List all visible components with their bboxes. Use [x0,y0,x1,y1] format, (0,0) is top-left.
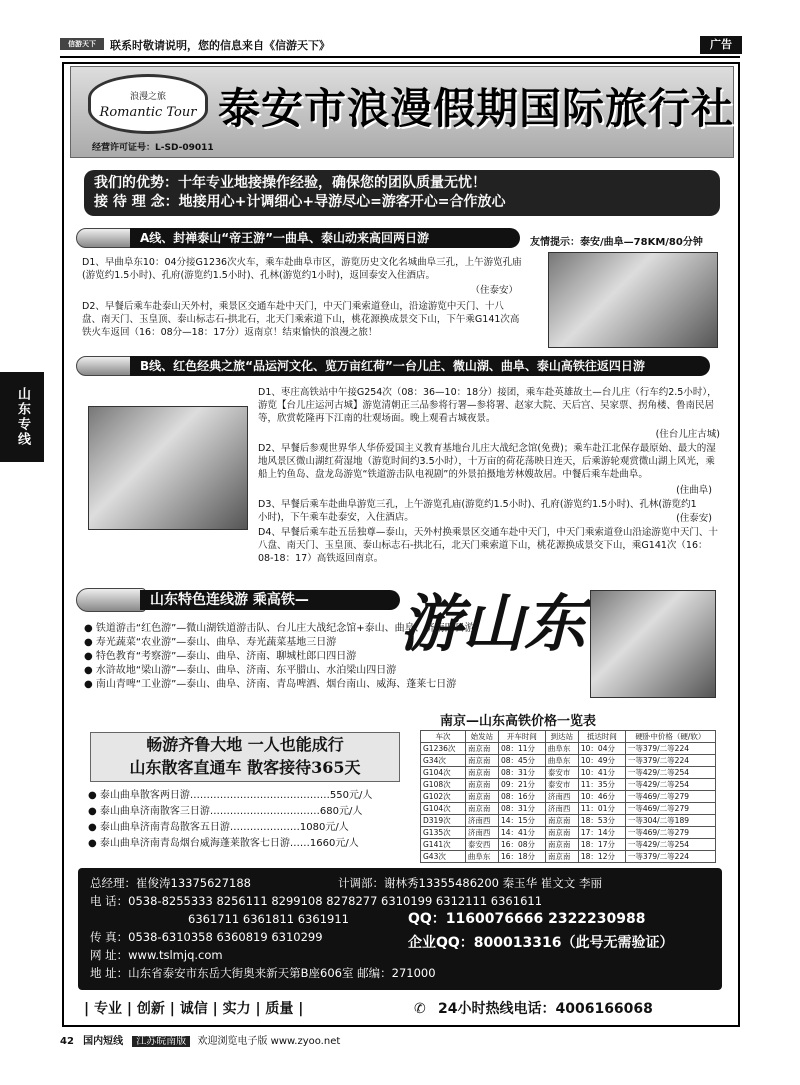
ad-footer [84,996,724,1022]
table-cell: 11：35分 [578,779,625,791]
table-cell: 南京南 [465,743,498,755]
special-item: ● 铁道游击“红色游”—微山湖铁道游击队、台儿庄大战纪念馆+泰山、曲阜、济南四日游 [84,623,475,634]
table-cell: G1236次 [421,743,466,755]
logo-en: Romantic Tour [99,105,197,120]
ad-tag: 广告 [700,36,742,54]
table-cell: 曲阜东 [465,851,498,863]
advantage-line2: 接 待 理 念：地接用心+计调细心+导游尽心=游客开心=合作放心 [94,194,506,210]
price-table [420,730,716,863]
table-cell: 南京南 [465,791,498,803]
table-cell: 16：18分 [498,851,545,863]
fax: 传 真：0538-6310358 6360819 6310299 [90,930,323,944]
enterprise-qq: 企业QQ：800013316（此号无需验证） [408,935,674,951]
column-header: 到达站 [545,731,578,743]
price-item: ● 泰山曲阜济南青岛散客五日游…………………1080元/人 [88,822,349,833]
table-cell: 08：16分 [498,791,545,803]
route-a-day1: D1、早曲阜东10：04分接G1236次火车，乘车赴曲阜市区，游览历史文化名城曲阜三孔，上午游览孔庙(游览约1.5小时)、孔府(游览约1.5小时)、孔林(游览约1小时)，返回泰安入住酒店。 [82,257,522,281]
table-cell: 10：41分 [578,767,625,779]
table-cell: 09：21分 [498,779,545,791]
table-cell: 南京南 [545,851,578,863]
column-header: 硬卧中价格（硬/软） [625,731,715,743]
column-header: 车次 [421,731,466,743]
table-cell: 一等379/二等224 [625,755,715,767]
page-web[interactable]: 欢迎浏览电子版 www.zyoo.net [197,1036,341,1047]
slogan-box [90,732,400,782]
table-cell: G108次 [421,779,466,791]
table-cell: 11：01分 [578,803,625,815]
table-cell: 一等304/二等189 [625,815,715,827]
table-row [421,815,716,827]
table-cell: 一等379/二等224 [625,743,715,755]
special-item: ● 水浒故地“梁山游”—泰山、曲阜、济南、东平腊山、水泊梁山四日游 [84,665,397,676]
taishan-photo [548,252,718,348]
table-cell: G104次 [421,767,466,779]
train-icon [76,228,136,248]
table-cell: 08：31分 [498,767,545,779]
table-cell: 一等429/二等254 [625,779,715,791]
table-cell: 18：17分 [578,839,625,851]
table-cell: 南京南 [545,815,578,827]
advantage-box [84,170,720,216]
page-number: 42 [60,1036,74,1047]
route-b-day1: D1、枣庄高铁站中午接G254次（08：36—10：18分）接团，乘车赴英雄故土—台儿庄（行车约2.5小时），游览【台儿庄运河古城】游览清朝正三品参将行署—参将署、赵家大院、天后宫、吴家票、拐角楼、鲁南民居等，欣赏乾隆再下江南的壮观场面。晚上观看古城夜景。 [258,387,717,424]
table-cell: 一等469/二等279 [625,803,715,815]
table-row [421,755,716,767]
page-footer [60,1034,740,1050]
table-cell: 南京南 [545,827,578,839]
table-cell: G141次 [421,839,466,851]
train-icon [76,588,146,612]
table-cell: 一等429/二等254 [625,839,715,851]
table-cell: G102次 [421,791,466,803]
table-cell: 14：15分 [498,815,545,827]
planner: 计调部：谢林秀13355486200 秦玉华 崔文文 李丽 [338,876,602,890]
table-cell: 一等379/二等224 [625,851,715,863]
column-header: 始发站 [465,731,498,743]
table-cell: G104次 [421,803,466,815]
table-cell: G43次 [421,851,466,863]
table-row [421,827,716,839]
table-row [421,767,716,779]
route-b-day1-stay: (住台儿庄古城) [655,429,720,440]
table-cell: 济南西 [465,827,498,839]
license-number: 经营许可证号：L-SD-09011 [92,143,214,153]
table-cell: 10：46分 [578,791,625,803]
special-title: 山东特色连线游 [150,592,248,608]
special-item: ● 南山青啤“工业游”—泰山、曲阜、济南、青岛啤酒、烟台南山、威海、蓬莱七日游 [84,679,457,690]
route-a-tip: 友情提示：泰安/曲阜—78KM/80分钟 [530,237,703,248]
table-row [421,743,716,755]
route-a-title: A线、封禅泰山“帝王游”一曲阜、泰山动来高回两日游 [130,228,520,248]
table-row [421,791,716,803]
route-b-day2: D2、早餐后参观世界华人华侨爱国主义教育基地台儿庄大战纪念馆(免费)；乘车赴江北保存最原始、最大的湿地风景区微山湖红荷湿地（游览时间约3.5小时），十万亩的荷花荡映日连天，后乘游轮观赏微山湖上风光，乘船上钓鱼岛、盘龙岛游览“铁道游击队电视剧”的外景拍摄地芳林嫂故居。中餐后乘车赴曲阜。 [258,443,716,480]
company-logo [88,74,208,134]
table-cell: 18：53分 [578,815,625,827]
table-cell: 10：49分 [578,755,625,767]
table-cell: 泰安西 [465,839,498,851]
table-cell: G135次 [421,827,466,839]
table-cell: 泰安市 [545,767,578,779]
table-cell: 08：31分 [498,803,545,815]
table-row [421,851,716,863]
table-cell: 泰安市 [545,779,578,791]
header-text: 联系时敬请说明，您的信息来自《信游天下》 [110,39,330,52]
route-b-day2-stay: (住曲阜) [676,485,712,496]
special-big-text: 游山东 [400,587,587,660]
table-cell: 南京南 [465,803,498,815]
table-cell: 曲阜东 [545,755,578,767]
logo-cn: 浪漫之旅 [129,92,166,102]
table-cell: 18：12分 [578,851,625,863]
table-row [421,779,716,791]
price-table-title: 南京—山东高铁价格一览表 [440,714,597,729]
company-name: 泰安市浪漫假期国际旅行社 [218,84,735,133]
page-header [60,36,740,54]
table-cell: 17：14分 [578,827,625,839]
table-cell: 南京南 [465,767,498,779]
qq-numbers: QQ：1160076666 2322230988 [408,911,646,927]
table-cell: 济南西 [465,815,498,827]
slogan-line2: 山东散客直通车 散客接待365天 [129,758,361,777]
table-row [421,803,716,815]
table-cell: 08：45分 [498,755,545,767]
footer-values: | 专业 | 创新 | 诚信 | 实力 | 质量 | [84,1001,304,1017]
route-a-day2: D2、早餐后乘车赴泰山天外村，乘景区交通车赴中天门，中天门乘索道登山，沿途游览中天门、十八盘、南天门、玉皇顶、泰山标志石-拱北石，北天门乘索道下山，桃花源换成景交下山，下午乘G141次高铁火车返回（16：08分—18：17分）返南京！结束愉快的浪漫之旅！ [82,301,520,338]
table-cell: 南京南 [545,839,578,851]
route-a-day1-stay: （住泰安） [470,285,518,296]
table-cell: 16：08分 [498,839,545,851]
telephone: 电 话：0538-8255333 8256111 8299108 8278277 6310199 6312111 6361611 [90,894,543,908]
website[interactable]: 网 址：www.tslmjq.com [90,948,223,962]
price-list [88,788,408,852]
table-cell: D319次 [421,815,466,827]
table-cell: 10：04分 [578,743,625,755]
table-row [421,839,716,851]
train-icon [76,356,136,376]
advantage-line1: 我们的优势：十年专业地接操作经验，确保您的团队质量无忧！ [94,175,486,191]
contact-box [78,868,722,990]
page-section: 国内短线 [83,1036,124,1047]
table-cell: 一等469/二等279 [625,827,715,839]
manager: 总经理：崔俊涛13375627188 [90,876,251,890]
slogan-line1: 畅游齐鲁大地 一人也能成行 [146,735,344,754]
special-list [84,622,504,692]
route-b-title: B线、红色经典之旅“品运河文化、览万亩红荷”一台儿庄、微山湖、曲阜、泰山高铁往返四日游 [130,356,710,376]
table-cell: 南京南 [465,755,498,767]
high-speed-train-photo [590,590,716,698]
header-divider [60,56,740,58]
table-header-row [421,731,716,743]
table-cell: 曲阜东 [545,743,578,755]
telephone-more: 6361711 6361811 6361911 [188,912,349,926]
side-tab: 山东专线 [0,372,44,462]
special-title-bar [140,590,400,610]
route-b-day3: D3、早餐后乘车赴曲阜游览三孔，上午游览孔庙(游览约1.5小时)、孔府(游览约1.5小时)、孔林(游览约1小时)，下午乘车赴泰安，入住酒店。 [258,499,697,523]
table-cell: 济南西 [545,791,578,803]
phone-icon: ✆ [414,1001,426,1017]
route-b-day4: D4、早餐后乘车赴五岳独尊—泰山，天外村换乘景区交通车赴中天门，中天门乘索道登山沿途游览中天门、十八盘、南天门、玉皇顶、泰山标志石-拱北石，北天门乘索道下山，桃花源换成景交下山，乘G141次（16：08-18：17）高铁返回南京。 [258,527,718,564]
special-item: ● 寿光蔬菜“农业游”—泰山、曲阜、寿光蔬菜基地三日游 [84,637,337,648]
column-header: 开车时间 [498,731,545,743]
column-header: 抵达时间 [578,731,625,743]
special-subtitle: 乘高铁— [252,592,309,608]
price-item: ● 泰山曲阜济南散客三日游……………………………680元/人 [88,806,363,817]
confucius-temple-photo [88,406,248,530]
table-cell: 08：11分 [498,743,545,755]
header-logo: 信游天下 [60,38,104,50]
table-cell: G34次 [421,755,466,767]
route-b-day3-stay: (住泰安) [676,513,712,524]
price-item: ● 泰山曲阜济南青岛烟台威海蓬莱散客七日游……1660元/人 [88,838,359,849]
address: 地 址：山东省泰安市东岳大街奥来新天第B座606室 邮编：271000 [90,966,436,980]
price-item: ● 泰山曲阜散客两日游……………………………………550元/人 [88,790,373,801]
table-cell: 南京南 [465,779,498,791]
table-cell: 一等429/二等254 [625,767,715,779]
table-cell: 14：41分 [498,827,545,839]
special-item: ● 特色教育“考察游”—泰山、曲阜、济南、聊城杜郎口四日游 [84,651,357,662]
hotline: 24小时热线电话：4006166068 [438,1001,653,1017]
table-cell: 一等469/二等279 [625,791,715,803]
table-cell: 济南西 [545,803,578,815]
page-edition: 江苏皖南版 [132,1036,190,1047]
